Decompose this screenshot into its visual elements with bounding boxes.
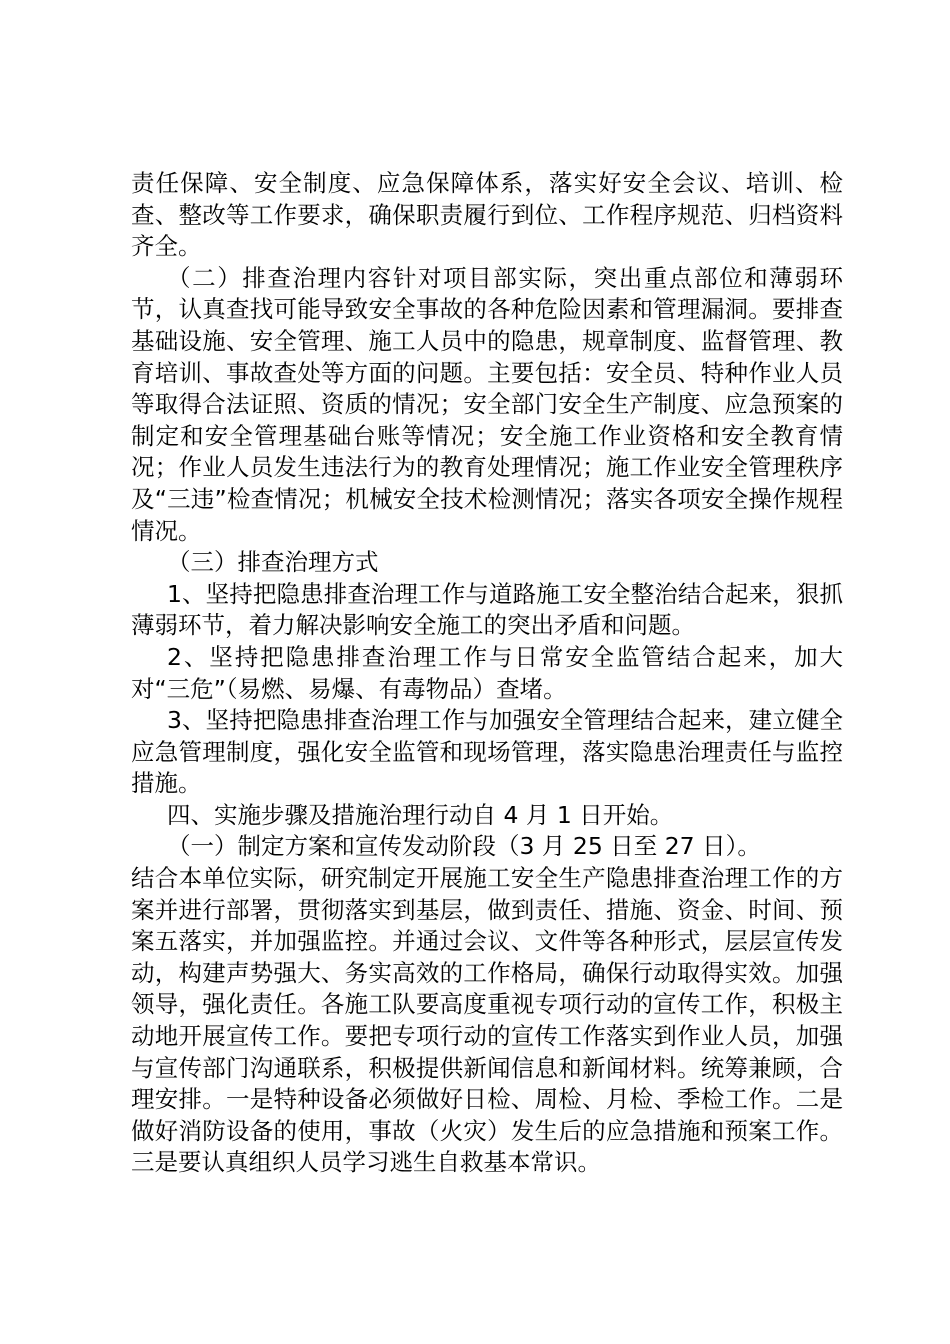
document-body [131, 168, 843, 1179]
paragraph-responsibility-guarantee: 责任保障、安全制度、应急保障体系，落实好安全会议、培训、检查、整改等工作要求，确保职责履行到位、工作程序规范、归档资料齐全。 [131, 169, 843, 261]
heading-planning-phase: （一）制定方案和宣传发动阶段（3 月 25 日至 27 日）。 [167, 832, 761, 861]
list-item-method-2: 2、坚持把隐患排查治理工作与日常安全监管结合起来，加大对“三危”（易燃、易爆、有毒物品）查堵。 [131, 642, 843, 703]
heading-implementation-steps: 四、实施步骤及措施治理行动自 4 月 1 日开始。 [167, 800, 674, 829]
paragraph-planning-details: 结合本单位实际，研究制定开展施工安全生产隐患排查治理工作的方案并进行部署，贯彻落实到基层，做到责任、措施、资金、时间、预案五落实，并加强监控。并通过会议、文件等各种形式，层层宣传发动，构建声势强大、务实高效的工作格局，确保行动取得实效。加强领导，强化责任。各施工队要高度重视专项行动的宣传工作，积极主动地开展宣传工作。要把专项行动的宣传工作落实到作业人员，加强与宣传部门沟通联系，积极提供新闻信息和新闻材料。统筹兼顾，合理安排。一是特种设备必须做好日检、周检、月检、季检工作。二是做好消防设备的使用，事故（火灾）发生后的应急措施和预案工作。三是要认真组织人员学习逃生自救基本常识。 [131, 864, 843, 1177]
paragraph-inspection-content: （二）排查治理内容针对项目部实际，突出重点部位和薄弱环节，认真查找可能导致安全事故的各种危险因素和管理漏洞。要排查基础设施、安全管理、施工人员中的隐患，规章制度、监督管理、教育培训、事故查处等方面的问题。主要包括：安全员、特种作业人员等取得合法证照、资质的情况；安全部门安全生产制度、应急预案的制定和安全管理基础台账等情况；安全施工作业资格和安全教育情况；作业人员发生违法行为的教育处理情况；施工作业安全管理秩序及“三违”检查情况；机械安全技术检测情况；落实各项安全操作规程情况。 [131, 263, 843, 545]
list-item-method-1: 1、坚持把隐患排查治理工作与道路施工安全整治结合起来，狠抓薄弱环节，着力解决影响安全施工的突出矛盾和问题。 [131, 579, 843, 640]
heading-inspection-methods: （三）排查治理方式 [167, 548, 379, 577]
list-item-method-3: 3、坚持把隐患排查治理工作与加强安全管理结合起来，建立健全应急管理制度，强化安全监管和现场管理，落实隐患治理责任与监控措施。 [131, 706, 843, 798]
